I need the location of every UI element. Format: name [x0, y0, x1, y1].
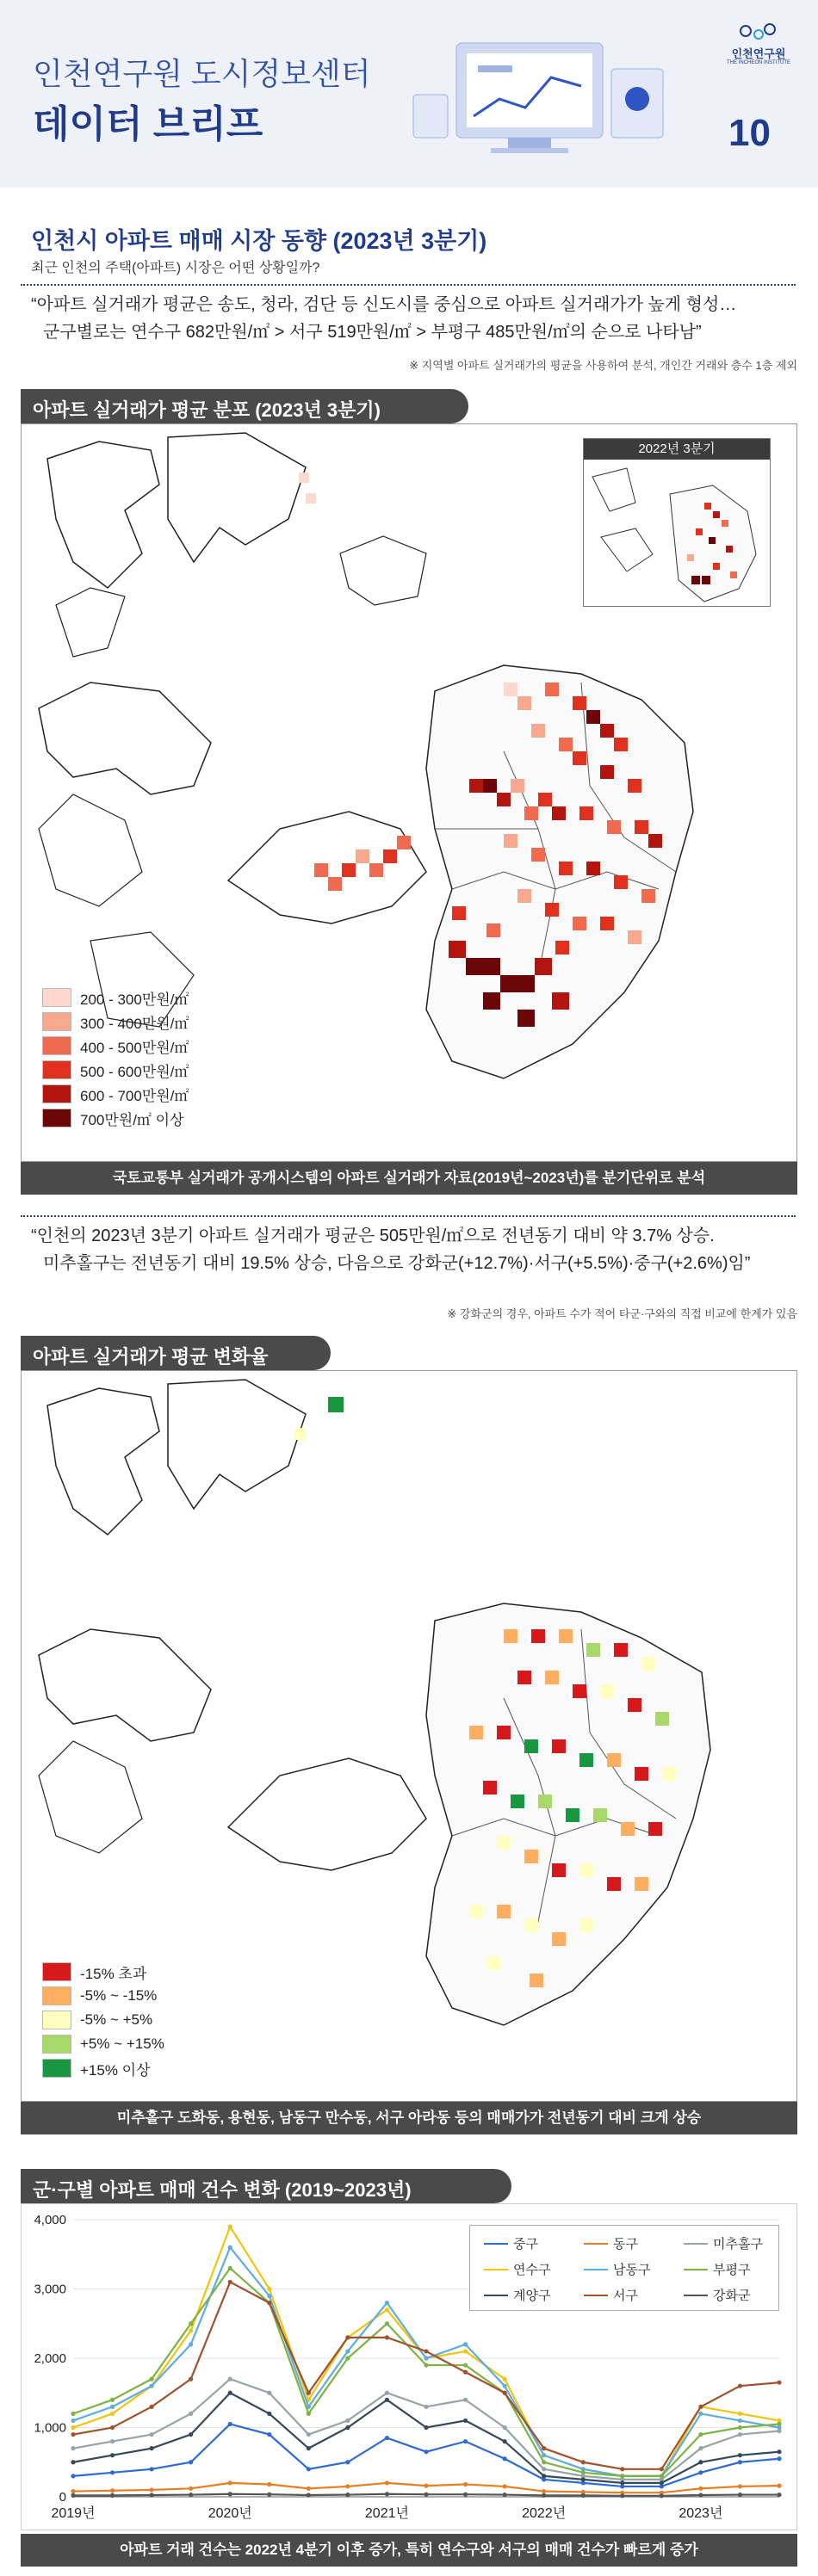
data-point	[424, 2356, 428, 2360]
data-point	[698, 2446, 703, 2450]
data-point	[189, 2486, 193, 2491]
data-point	[542, 2446, 546, 2450]
data-point	[307, 2486, 311, 2491]
data-point	[542, 2460, 546, 2464]
quote-2-line-1: “인천의 2023년 3분기 아파트 실거래가 평균은 505만원/㎡으로 전년동기 대비 약 3.7% 상승.	[31, 1226, 715, 1245]
data-point	[660, 2493, 664, 2498]
data-point	[698, 2486, 703, 2491]
legend-swatch	[42, 1109, 71, 1127]
legend-label: 동구	[613, 2237, 638, 2252]
data-point	[620, 2474, 624, 2478]
legend-line-swatch	[684, 2269, 708, 2270]
data-point	[620, 2467, 624, 2471]
legend-label: 서구	[613, 2289, 638, 2303]
data-point	[738, 2412, 742, 2416]
data-point	[267, 2493, 271, 2497]
legend-swatch	[42, 1084, 71, 1103]
legend-item	[584, 2234, 638, 2252]
data-point	[503, 2425, 507, 2430]
data-point	[698, 2493, 703, 2497]
legend-label: 600 - 700만원/㎡	[80, 1087, 189, 1104]
legend-label: 미추홀구	[713, 2237, 763, 2252]
legend-swatch	[42, 2035, 71, 2054]
legend-swatch	[42, 2011, 71, 2029]
data-point	[150, 2467, 154, 2471]
data-point	[698, 2405, 703, 2409]
chart-caption: 아파트 거래 건수는 2022년 4분기 이후 증가, 특히 연수구와 서구의 매매 건수가 빠르게 증가	[21, 2534, 797, 2567]
data-point	[71, 2425, 75, 2430]
data-point	[189, 2342, 193, 2346]
data-point	[189, 2321, 193, 2326]
data-point	[385, 2492, 389, 2496]
data-point	[738, 2484, 742, 2488]
data-point	[110, 2412, 115, 2416]
data-point	[698, 2412, 703, 2416]
data-point	[307, 2391, 311, 2395]
data-point	[189, 2412, 193, 2416]
legend-label: 400 - 500만원/㎡	[80, 1039, 189, 1056]
data-point	[385, 2301, 389, 2305]
legend-item	[42, 1082, 189, 1106]
data-point	[777, 2456, 781, 2461]
data-point	[267, 2301, 271, 2305]
data-point	[71, 2460, 75, 2464]
data-point	[228, 2391, 232, 2395]
x-tick-label: 2022년	[522, 2506, 567, 2521]
line-chart-panel	[21, 2203, 797, 2530]
legend-label: -15% 초과	[80, 1965, 147, 1982]
legend-label: -5% ~ -15%	[80, 1987, 158, 2004]
map2-caption: 미추홀구 도화동, 용현동, 남동구 만수동, 서구 아라동 등의 매매가가 전년동기 대비 크게 상승	[21, 2102, 797, 2134]
legend-line-swatch	[584, 2269, 608, 2270]
data-point	[542, 2474, 546, 2478]
legend-label: 강화군	[713, 2289, 751, 2303]
data-point	[110, 2488, 115, 2493]
data-point	[503, 2384, 507, 2388]
divider	[21, 284, 796, 286]
data-point	[503, 2439, 507, 2443]
data-point	[150, 2446, 154, 2450]
y-tick-label: 4,000	[34, 2213, 66, 2227]
data-point	[777, 2493, 781, 2497]
data-point	[110, 2398, 115, 2402]
quote-2-line-2: 미추홀구는 전년동기 대비 19.5% 상승, 다음으로 강화군(+12.7%)·서구(+5.5%)·중구(+2.6%)임”	[43, 1254, 751, 1273]
data-point	[581, 2460, 586, 2464]
legend-item	[684, 2260, 750, 2278]
chart-legend	[469, 2225, 779, 2311]
data-point	[463, 2363, 468, 2367]
data-point	[424, 2363, 428, 2367]
x-tick-label: 2021년	[364, 2506, 409, 2521]
legend-swatch	[42, 1060, 71, 1079]
data-point	[307, 2467, 311, 2471]
divider	[21, 1215, 796, 1217]
computer-illustration-icon	[405, 17, 697, 172]
legend-item	[484, 2234, 538, 2252]
data-point	[345, 2335, 350, 2339]
logo-mark-icon	[720, 21, 797, 45]
data-point	[110, 2425, 115, 2430]
map1-caption: 국토교통부 실거래가 공개시스템의 아파트 실거래가 자료(2019년~2023년)를 분기단위로 분석	[21, 1162, 797, 1195]
data-point	[150, 2384, 154, 2388]
data-point	[542, 2489, 546, 2493]
legend-label: 부평구	[713, 2263, 751, 2277]
legend-label: 연수구	[513, 2263, 551, 2277]
data-point	[110, 2453, 115, 2457]
data-point	[620, 2493, 624, 2498]
map2-panel	[21, 1370, 797, 2102]
map1-title: 아파트 실거래가 평균 분포 (2023년 3분기)	[21, 389, 468, 423]
data-point	[385, 2307, 389, 2312]
data-point	[228, 2224, 232, 2228]
data-point	[110, 2470, 115, 2474]
data-point	[424, 2484, 428, 2488]
legend-line-swatch	[484, 2243, 508, 2245]
data-point	[385, 2335, 389, 2339]
data-point	[345, 2484, 350, 2488]
data-point	[424, 2405, 428, 2409]
section-title: 인천시 아파트 매매 시장 동향 (2023년 3분기)	[31, 228, 487, 254]
legend-swatch	[42, 2059, 71, 2078]
legend-item	[42, 2008, 164, 2032]
data-point	[345, 2356, 350, 2360]
legend-item	[42, 1106, 189, 1130]
data-point	[385, 2391, 389, 2395]
data-point	[581, 2477, 586, 2481]
legend-label: 남동구	[613, 2263, 651, 2277]
map2-title: 아파트 실거래가 평균 변화율	[21, 1336, 331, 1370]
legend-item	[684, 2234, 763, 2252]
data-point	[542, 2467, 546, 2471]
y-tick-label: 1,000	[34, 2420, 66, 2436]
legend-swatch	[42, 1012, 71, 1031]
data-point	[228, 2480, 232, 2485]
org-title: 인천연구원 도시정보센터	[33, 56, 371, 91]
data-point	[463, 2398, 468, 2402]
data-point	[738, 2432, 742, 2437]
data-point	[110, 2493, 115, 2498]
data-point	[463, 2482, 468, 2486]
legend-label: 계양구	[513, 2289, 551, 2303]
legend-item	[42, 1058, 189, 1082]
legend-item	[42, 1034, 189, 1058]
legend-item	[684, 2286, 750, 2304]
data-point	[110, 2405, 115, 2409]
data-point	[189, 2460, 193, 2464]
institute-logo	[720, 21, 797, 72]
legend-label: -5% ~ +5%	[80, 2011, 153, 2028]
legend-item	[42, 1984, 164, 2008]
legend-swatch	[42, 1986, 71, 2005]
data-point	[424, 2425, 428, 2430]
legend-line-swatch	[484, 2269, 508, 2270]
x-tick-label: 2019년	[51, 2506, 96, 2521]
data-point	[463, 2439, 468, 2443]
logo-subtitle: THE INCHEON INSTITUTE	[726, 60, 790, 65]
data-point	[503, 2456, 507, 2461]
data-point	[424, 2493, 428, 2497]
data-point	[150, 2377, 154, 2381]
legend-item	[484, 2260, 550, 2278]
data-point	[738, 2493, 742, 2497]
quote-1-line-1: “아파트 실거래가 평균은 송도, 청라, 검단 등 신도시를 중심으로 아파트 실거래가가 높게 형성…	[31, 295, 737, 314]
data-point	[385, 2398, 389, 2402]
legend-label: +15% 이상	[80, 2061, 151, 2079]
data-point	[463, 2418, 468, 2423]
data-point	[503, 2493, 507, 2497]
ganghwa-note: ※ 강화군의 경우, 아파트 수가 적어 타군·구와의 직접 비교에 한계가 있음	[447, 1307, 797, 1320]
data-point	[345, 2349, 350, 2353]
legend-line-swatch	[584, 2243, 608, 2245]
legend-item	[584, 2286, 638, 2304]
data-point	[698, 2470, 703, 2474]
data-point	[307, 2412, 311, 2416]
legend-label: 300 - 400만원/㎡	[80, 1015, 189, 1032]
data-point	[542, 2493, 546, 2498]
quote-1-line-2: 군구별로는 연수구 682만원/㎡ > 서구 519만원/㎡ > 부평구 485만원/㎡의 순으로 나타남”	[43, 323, 702, 342]
data-point	[738, 2418, 742, 2423]
data-point	[228, 2246, 232, 2250]
data-point	[581, 2493, 586, 2498]
data-point	[267, 2412, 271, 2416]
legend-item	[42, 985, 189, 1010]
inset-title: 2022년 3분기	[584, 439, 770, 460]
data-point	[424, 2449, 428, 2454]
map1-inset	[583, 438, 771, 607]
data-point	[345, 2493, 350, 2497]
data-point	[307, 2493, 311, 2497]
data-point	[777, 2381, 781, 2385]
data-point	[307, 2446, 311, 2450]
data-point	[267, 2482, 271, 2486]
data-point	[71, 2412, 75, 2416]
legend-label: 500 - 600만원/㎡	[80, 1063, 189, 1080]
data-point	[385, 2321, 389, 2326]
data-point	[463, 2493, 468, 2497]
data-point	[228, 2422, 232, 2426]
data-point	[660, 2467, 664, 2471]
legend-item	[42, 1960, 164, 1984]
data-point	[660, 2474, 664, 2478]
legend-swatch	[42, 1036, 71, 1055]
legend-item	[584, 2260, 650, 2278]
data-point	[71, 2446, 75, 2450]
data-point	[71, 2418, 75, 2423]
x-tick-label: 2020년	[208, 2506, 252, 2521]
logo-name: 인천연구원	[731, 47, 786, 60]
data-point	[463, 2370, 468, 2375]
data-point	[228, 2377, 232, 2381]
data-point	[267, 2294, 271, 2298]
data-point	[267, 2432, 271, 2437]
quote-2	[31, 1222, 797, 1277]
data-point	[660, 2480, 664, 2485]
data-point	[542, 2453, 546, 2457]
data-point	[503, 2391, 507, 2395]
legend-line-swatch	[584, 2295, 608, 2296]
legend-line-swatch	[684, 2243, 708, 2245]
data-point	[385, 2436, 389, 2440]
data-point	[110, 2439, 115, 2443]
data-point	[738, 2453, 742, 2457]
legend-line-swatch	[484, 2295, 508, 2296]
data-point	[189, 2432, 193, 2437]
legend-item	[484, 2286, 550, 2304]
y-tick-label: 3,000	[34, 2282, 66, 2297]
header	[0, 0, 818, 188]
chart-title: 군·구별 아파트 매매 건수 변화 (2019~2023년)	[21, 2169, 511, 2203]
data-point	[150, 2405, 154, 2409]
data-point	[738, 2460, 742, 2464]
legend-item	[42, 2056, 164, 2080]
data-point	[228, 2280, 232, 2284]
data-point	[267, 2391, 271, 2395]
data-point	[424, 2349, 428, 2353]
map2-legend	[42, 1960, 164, 2080]
y-tick-label: 0	[59, 2490, 66, 2505]
data-point	[698, 2460, 703, 2464]
data-point	[777, 2449, 781, 2454]
analysis-note: ※ 지역별 아파트 실거래가의 평균을 사용하여 분석, 개인간 거래와 층수 1층 제외	[409, 359, 797, 372]
data-point	[71, 2474, 75, 2478]
legend-item	[42, 2032, 164, 2056]
data-point	[385, 2480, 389, 2485]
legend-item	[42, 1010, 189, 1034]
data-point	[777, 2484, 781, 2488]
data-point	[150, 2432, 154, 2437]
legend-swatch	[42, 988, 71, 1007]
legend-swatch	[42, 1962, 71, 1981]
data-point	[189, 2377, 193, 2381]
data-point	[738, 2384, 742, 2388]
data-point	[307, 2432, 311, 2437]
x-tick-label: 2023년	[679, 2506, 723, 2521]
data-point	[345, 2425, 350, 2430]
legend-label: 200 - 300만원/㎡	[80, 991, 189, 1008]
data-point	[620, 2480, 624, 2485]
data-point	[189, 2493, 193, 2497]
page-number: 10	[728, 112, 771, 154]
map1-legend	[42, 985, 189, 1130]
brief-title: 데이터 브리프	[33, 103, 263, 145]
data-point	[189, 2328, 193, 2332]
legend-label: 700만원/㎡ 이상	[80, 1111, 184, 1128]
section-subtitle: 최근 인천의 주택(아파트) 시장은 어떤 상황일까?	[31, 261, 320, 275]
data-point	[345, 2460, 350, 2464]
legend-label: 중구	[513, 2237, 538, 2252]
legend-line-swatch	[684, 2295, 708, 2296]
data-point	[777, 2422, 781, 2426]
data-point	[738, 2425, 742, 2430]
data-point	[503, 2484, 507, 2488]
data-point	[463, 2342, 468, 2346]
quote-1	[31, 291, 797, 346]
y-tick-label: 2,000	[34, 2351, 66, 2366]
data-point	[463, 2349, 468, 2353]
data-point	[698, 2432, 703, 2437]
data-point	[503, 2377, 507, 2381]
data-point	[71, 2432, 75, 2437]
data-point	[345, 2418, 350, 2423]
inset-map-svg	[584, 460, 772, 608]
legend-label: +5% ~ +15%	[80, 2035, 164, 2052]
data-point	[228, 2266, 232, 2270]
data-point	[267, 2287, 271, 2291]
data-point	[150, 2487, 154, 2492]
data-point	[71, 2489, 75, 2493]
map1-panel	[21, 423, 797, 1162]
data-point	[71, 2493, 75, 2498]
data-point	[150, 2493, 154, 2497]
data-point	[581, 2470, 586, 2474]
data-point	[228, 2492, 232, 2496]
